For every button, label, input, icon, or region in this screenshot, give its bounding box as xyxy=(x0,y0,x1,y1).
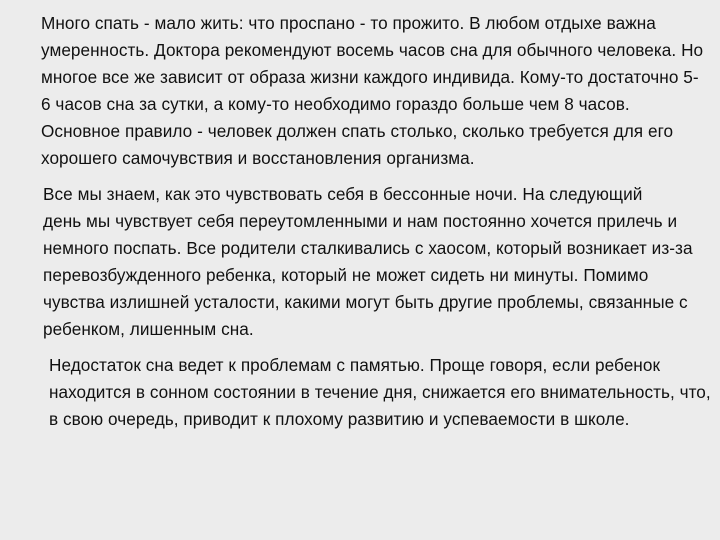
text-line: Недостаток сна ведет к проблемам с памятью. Проще говоря, если ребенок xyxy=(49,355,661,375)
paragraph-1 xyxy=(7,10,712,172)
text-line: чувства излишней усталости, какими могут быть другие проблемы, связанные с xyxy=(43,292,688,312)
text-line: находится в сонном состоянии в течение дня, снижается его внимательность, что, xyxy=(49,382,711,402)
text-line: хорошего самочувствия и восстановления организма. xyxy=(41,148,475,168)
text-line: Все мы знаем, как это чувствовать себя в бессонные ночи. На следующий xyxy=(43,184,643,204)
paragraph-2 xyxy=(7,181,712,343)
text-line: ребенком, лишенным сна. xyxy=(43,319,254,339)
text-line: 6 часов сна за сутки, а кому-то необходимо гораздо больше чем 8 часов. xyxy=(41,94,630,114)
text-line: Много спать - мало жить: что проспано - то прожито. В любом отдыхе важна xyxy=(41,13,656,33)
text-line: день мы чувствует себя переутомленными и нам постоянно хочется прилечь и xyxy=(43,211,678,231)
text-line: умеренность. Доктора рекомендуют восемь часов сна для обычного человека. Но xyxy=(41,40,704,60)
paragraph-3 xyxy=(7,352,712,433)
text-line: немного поспать. Все родители сталкивались с хаосом, который возникает из-за xyxy=(43,238,693,258)
text-line: перевозбужденного ребенка, который не может сидеть ни минуты. Помимо xyxy=(43,265,649,285)
text-line: в свою очередь, приводит к плохому развитию и успеваемости в школе. xyxy=(49,409,630,429)
text-line: Основное правило - человек должен спать столько, сколько требуется для его xyxy=(41,121,674,141)
text-line: многое все же зависит от образа жизни каждого индивида. Кому-то достаточно 5- xyxy=(41,67,699,87)
